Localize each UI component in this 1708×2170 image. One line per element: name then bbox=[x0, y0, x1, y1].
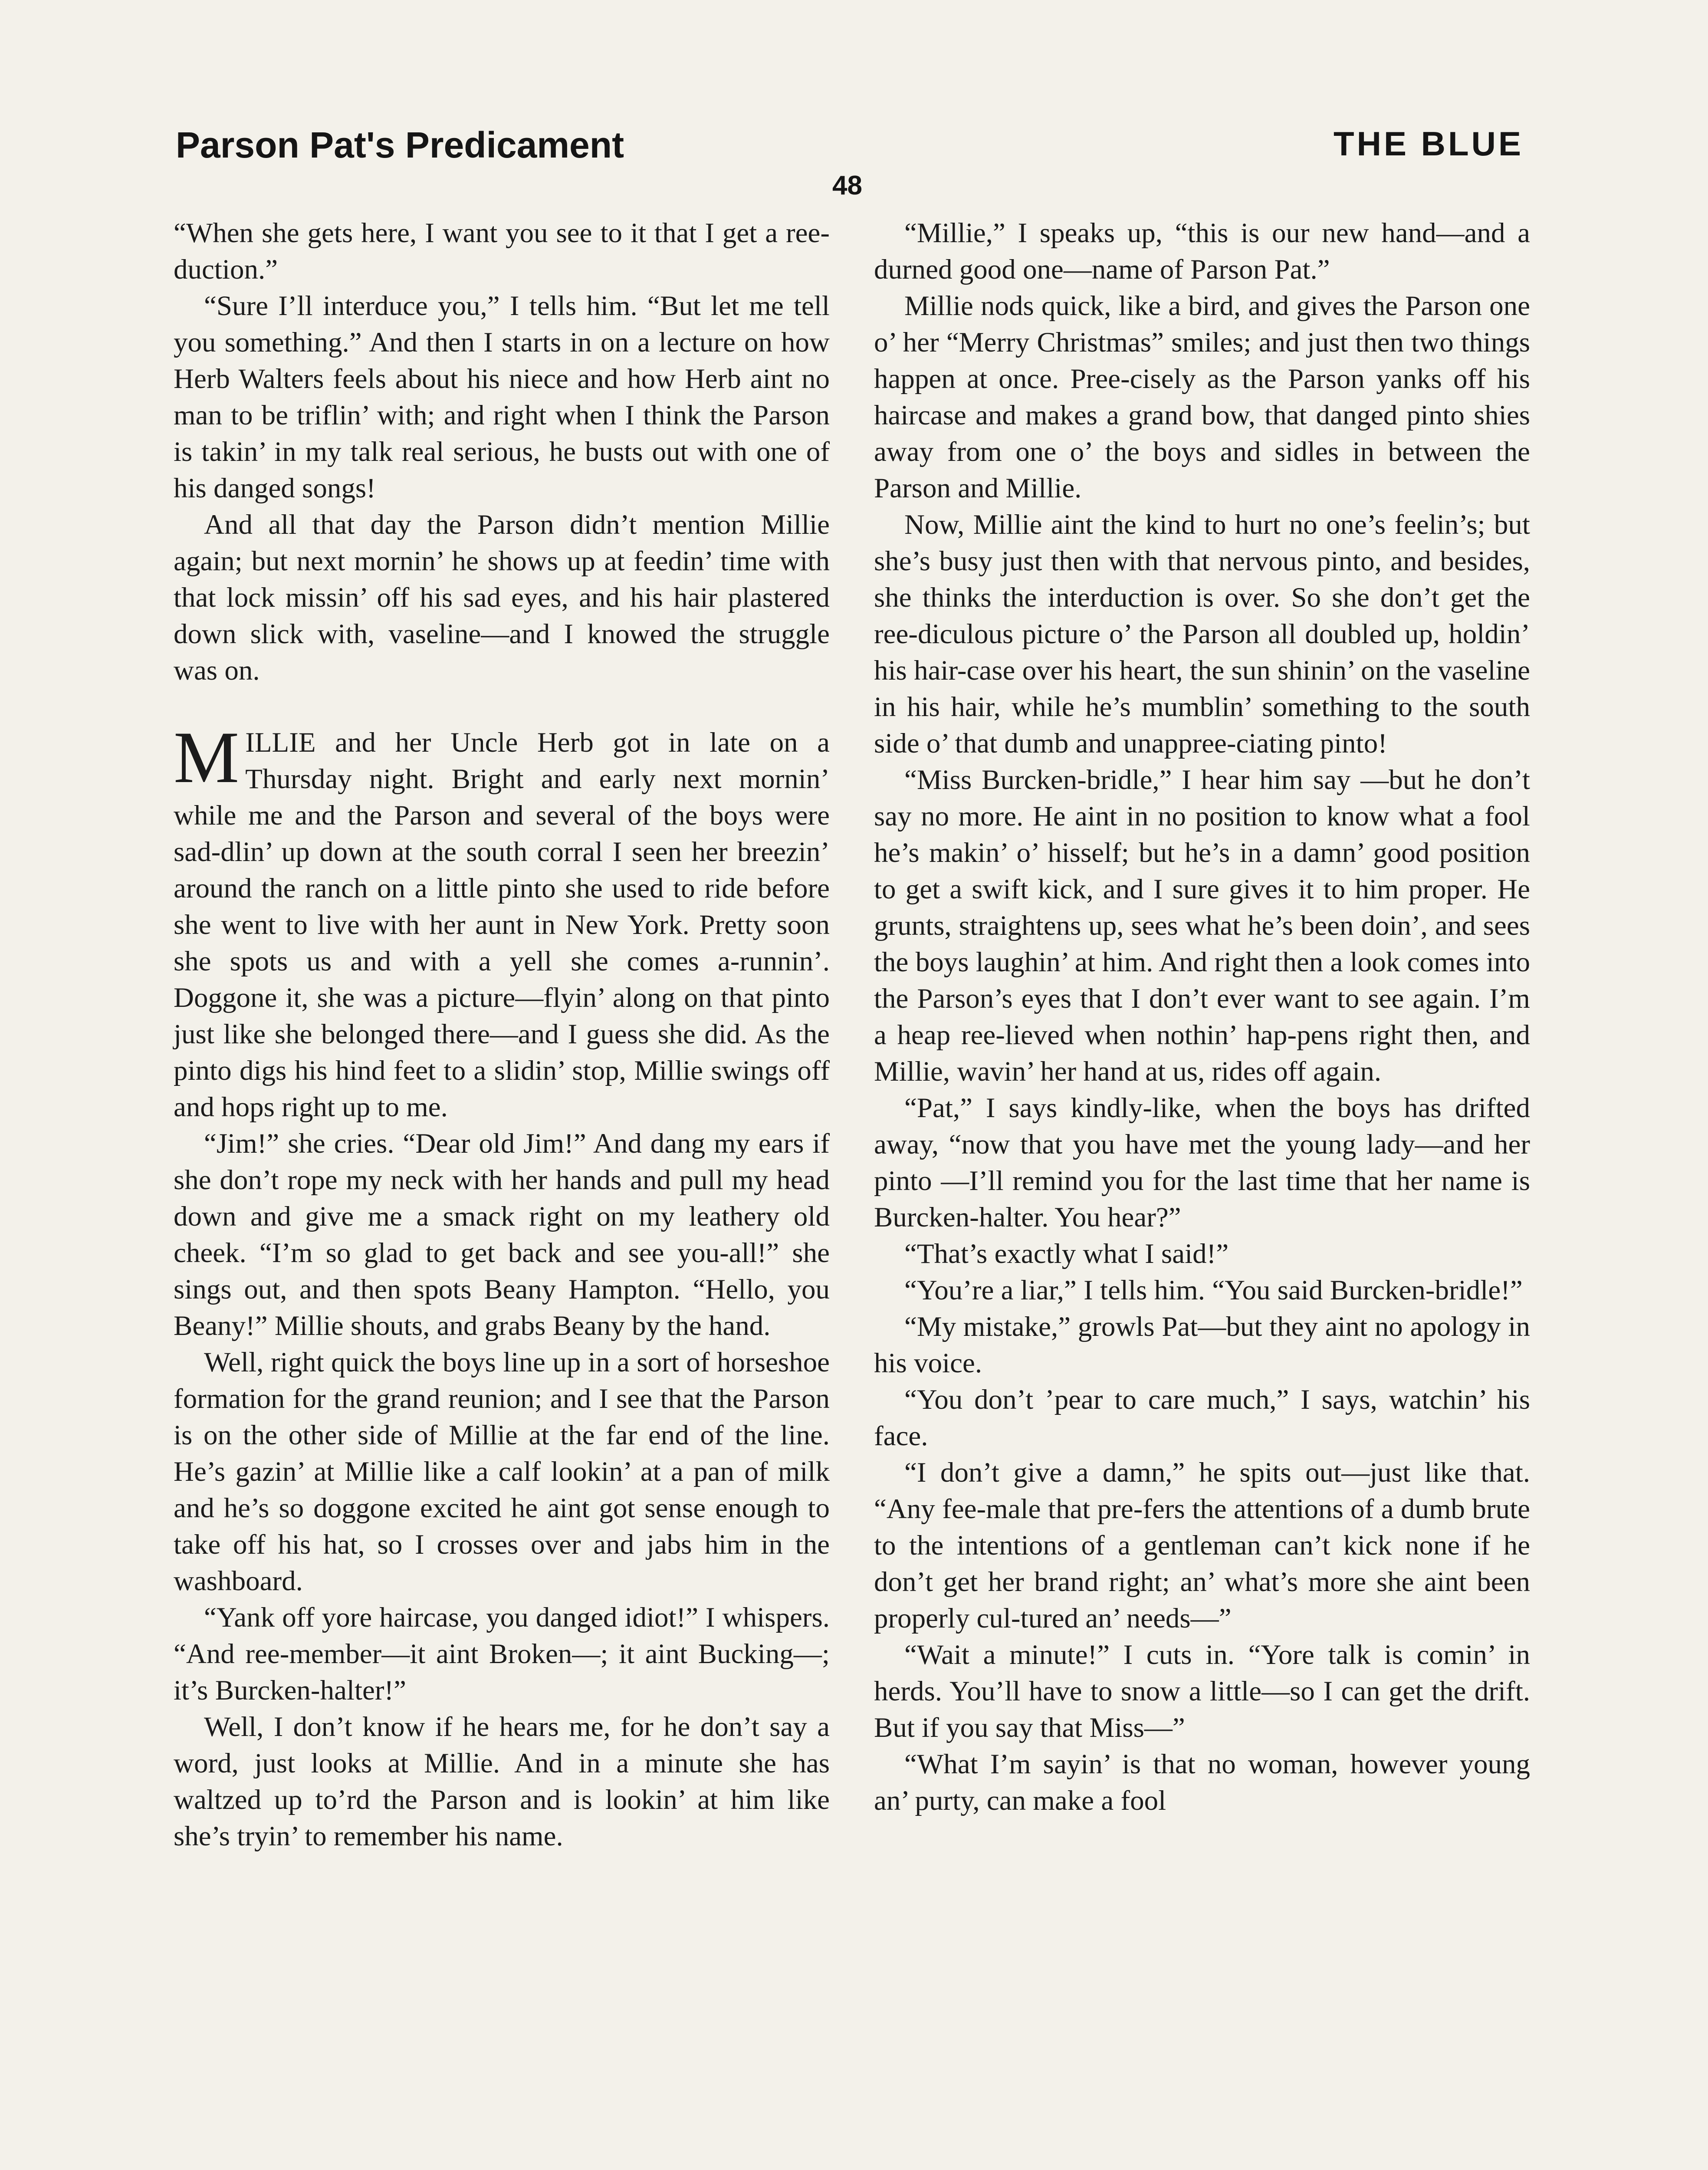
paragraph: “Miss Burcken-bridle,” I hear him say —but he don’t say no more. He aint in no position to know what a fool he’s makin’ o’ hisself; but he’s in a damn’ good position to get a swift kick, and I sure gives it to him proper. He grunts, straightens up, sees what he’s been doin’, and sees the boys laughin’ at him. And right then a look comes into the Parson’s eyes that I don’t ever want to see again. I’m a heap ree-lieved when nothin’ hap-pens right then, and Millie, wavin’ her hand at us, rides off again. bbox=[874, 764, 1530, 1087]
paragraph: And all that day the Parson didn’t mention Millie again; but next mornin’ he shows up at feedin’ time with that lock missin’ off his sad eyes, and his hair plastered down slick with, vaseline—and I knowed the struggle was on. bbox=[174, 509, 830, 686]
paragraph: “When she gets here, I want you see to it that I get a ree-duction.” bbox=[174, 217, 830, 285]
story-title: Parson Pat's Predicament bbox=[176, 125, 624, 165]
left-column bbox=[174, 215, 830, 1854]
paragraph: “You’re a liar,” I tells him. “You said Burcken-bridle!” bbox=[904, 1275, 1523, 1306]
paragraph: Millie nods quick, like a bird, and gives the Parson one o’ her “Merry Christmas” smiles; and just then two things happen at once. Pree-cisely as the Parson yanks off his haircase and makes a grand bow, that danged pinto shies away from one o’ the boys and sidles in between the Parson and Millie. bbox=[874, 290, 1530, 504]
paragraph: “My mistake,” growls Pat—but they aint no apology in his voice. bbox=[874, 1311, 1530, 1379]
paragraph: “Sure I’ll interduce you,” I tells him. “But let me tell you something.” And then I starts in on a lecture on how Herb Walters feels about his niece and how Herb aint no man to be triflin’ with; and right when I think the Parson is takin’ in my talk real serious, he busts out with one of his danged songs! bbox=[174, 290, 830, 504]
paragraph: “That’s exactly what I said!” bbox=[904, 1238, 1229, 1269]
right-column bbox=[874, 215, 1530, 1819]
drop-cap: M bbox=[174, 717, 240, 798]
paragraph-text: ILLIE and her Uncle Herb got in late on a Thursday night. Bright and early next mornin’ while me and the Parson and several of the boys were sad-dlin’ up down at the south corral I seen her breezin’ around the ranch on a little pinto she used to ride before she went to live with her aunt in New York. Pretty soon she spots us and with a yell she comes a-runnin’. Doggone it, she was a picture—flyin’ along on that pinto just like she belonged there—and I guess she did. As the pinto digs his hind feet to a slidin’ stop, Millie swings off and hops right up to me. bbox=[174, 727, 830, 1123]
paragraph: “Yank off yore haircase, you danged idiot!” I whispers. “And ree-member—it aint Broken—; it aint Bucking—; it’s Burcken-halter!” bbox=[174, 1602, 830, 1706]
page-number: 48 bbox=[832, 171, 862, 201]
paragraph: Now, Millie aint the kind to hurt no one’s feelin’s; but she’s busy just then with that nervous pinto, and besides, she thinks the interduction is over. So she don’t get the ree-diculous picture o’ the Parson all doubled up, holdin’ his hair-case over his heart, the sun shinin’ on the vaseline in his hair, while he’s mumblin’ something to the south side o’ that dumb and unappree-ciating pinto! bbox=[874, 509, 1530, 759]
paragraph: “I don’t give a damn,” he spits out—just like that. “Any fee-male that pre-fers the attentions of a dumb brute to the intentions of a gentleman can’t kick none if he don’t get her brand right; an’ what’s more she aint been properly cul-tured an’ needs—” bbox=[874, 1457, 1530, 1634]
paragraph: “Jim!” she cries. “Dear old Jim!” And dang my ears if she don’t rope my neck with her hands and pull my head down and give me a smack right on my leathery old cheek. “I’m so glad to get back and see you-all!” she sings out, and then spots Beany Hampton. “Hello, you Beany!” Millie shouts, and grabs Beany by the hand. bbox=[174, 1128, 830, 1341]
paragraph: “What I’m sayin’ is that no woman, however young an’ purty, can make a fool bbox=[874, 1749, 1530, 1816]
paragraph: “Wait a minute!” I cuts in. “Yore talk is comin’ in herds. You’ll have to snow a little—so I can get the drift. But if you say that Miss—” bbox=[874, 1639, 1530, 1743]
paragraph-dropcap bbox=[174, 717, 830, 1125]
paragraph: Well, right quick the boys line up in a sort of horseshoe formation for the grand reunion; and I see that the Parson is on the other side of Millie at the far end of the line. He’s gazin’ at Millie like a calf lookin’ at a pan of milk and he’s so doggone excited he aint got sense enough to take off his hat, so I crosses over and jabs him in the washboard. bbox=[174, 1347, 830, 1597]
paragraph: “Pat,” I says kindly-like, when the boys has drifted away, “now that you have met the young lady—and her pinto —I’ll remind you for the last time that her name is Burcken-halter. You hear?” bbox=[874, 1092, 1530, 1233]
paragraph: Well, I don’t know if he hears me, for he don’t say a word, just looks at Millie. And in a minute she has waltzed up to’rd the Parson and is lookin’ at him like she’s tryin’ to remember his name. bbox=[174, 1711, 830, 1852]
paragraph: “You don’t ’pear to care much,” I says, watchin’ his face. bbox=[874, 1384, 1530, 1452]
publication-name: THE BLUE bbox=[1334, 125, 1524, 163]
paragraph: “Millie,” I speaks up, “this is our new hand—and a durned good one—name of Parson Pat.” bbox=[874, 217, 1530, 285]
